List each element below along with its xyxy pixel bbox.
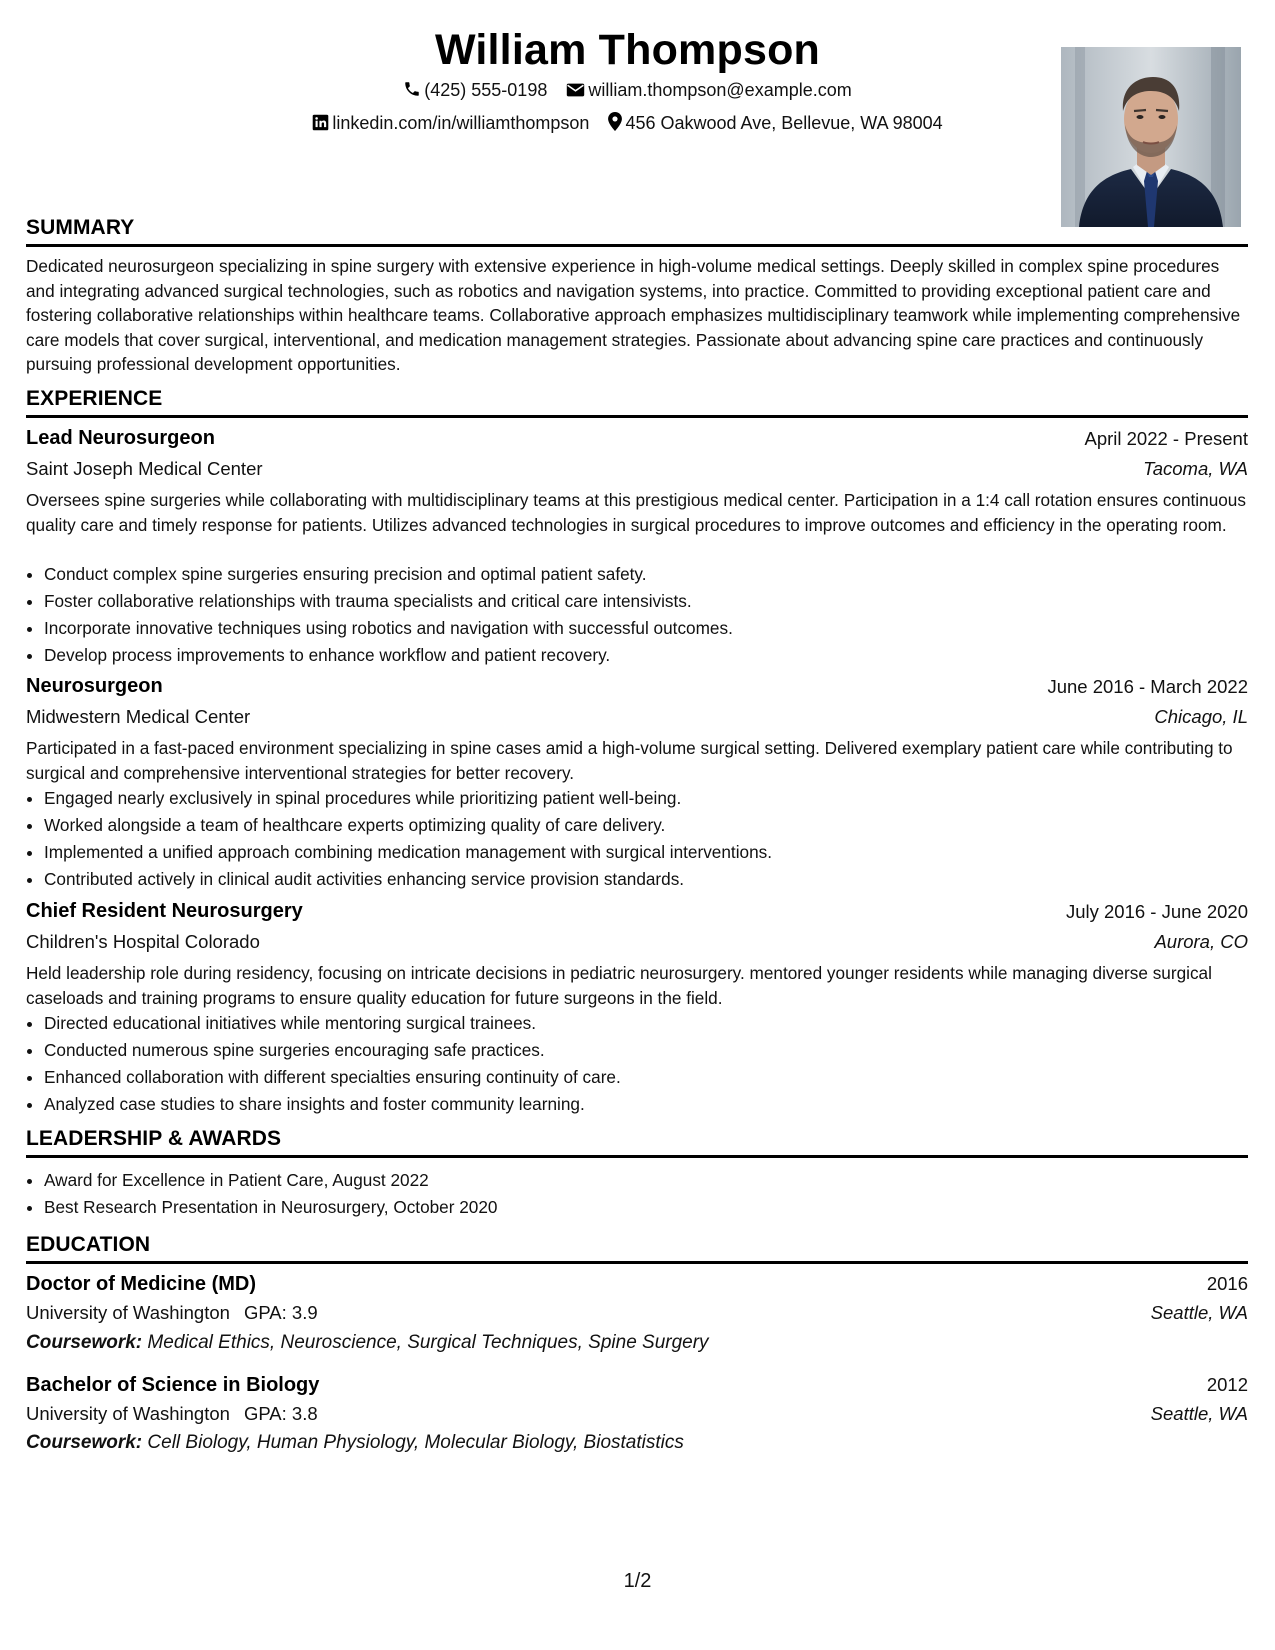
- job-location: Aurora, CO: [1154, 931, 1248, 952]
- list-item: • Enhanced collaboration with different specialties ensuring continuity of care.: [44, 1065, 1254, 1092]
- coursework: [26, 1332, 709, 1354]
- list-item: • Implemented a unified approach combining medication management with surgical interventions.: [44, 840, 1254, 867]
- degree-year: 2016: [1206, 1273, 1248, 1294]
- job-dates: April 2022 - Present: [1084, 428, 1248, 449]
- coursework-label: Coursework:: [26, 1332, 143, 1353]
- job-organization: Midwestern Medical Center: [26, 706, 251, 727]
- linkedin-text[interactable]: linkedin.com/in/williamthompson: [332, 113, 590, 133]
- job-description: Held leadership role during residency, focusing on intricate decisions in pediatric neurosurgery. mentored younger residents while managing diverse surgical caseloads and training programs to ensure quality education for future surgeons in the field.: [26, 963, 1212, 1008]
- contact-address: [608, 112, 942, 134]
- phone-icon: [403, 80, 421, 98]
- list-item: • Develop process improvements to enhance workflow and patient recovery.: [44, 643, 1254, 670]
- job-title: Chief Resident Neurosurgery: [26, 900, 303, 922]
- email-text[interactable]: william.thompson@example.com: [588, 80, 852, 100]
- job-description: Participated in a fast-paced environment specializing in spine cases amid a high-volume surgical setting. Delivered exemplary patient care while contributing to surgical and comprehensive interventional strategies for better recovery.: [26, 738, 1233, 783]
- school-line: [26, 1302, 318, 1324]
- phone-text: (425) 555-0198: [424, 80, 548, 100]
- list-item: • Award for Excellence in Patient Care, August 2022: [44, 1168, 1254, 1195]
- linkedin-icon: [312, 114, 329, 131]
- section-title-awards: LEADERSHIP & AWARDS: [26, 1127, 1248, 1158]
- degree-year: 2012: [1206, 1374, 1248, 1395]
- school-location: Seattle, WA: [1150, 1302, 1248, 1323]
- list-item: • Best Research Presentation in Neurosurgery, October 2020: [44, 1195, 1254, 1222]
- contact-email[interactable]: [566, 80, 851, 101]
- job-title: Neurosurgeon: [26, 675, 163, 697]
- list-item: • Worked alongside a team of healthcare experts optimizing quality of care delivery.: [44, 813, 1254, 840]
- school-name: University of Washington: [26, 1403, 230, 1424]
- page-number: 1/2: [623, 1570, 652, 1592]
- degree-title: Doctor of Medicine (MD): [26, 1273, 256, 1295]
- profile-photo: [1061, 47, 1241, 227]
- list-item: • Incorporate innovative techniques using robotics and navigation with successful outcomes.: [44, 616, 1254, 643]
- list-item: • Conduct complex spine surgeries ensuring precision and optimal patient safety.: [44, 562, 1254, 589]
- job-location: Chicago, IL: [1154, 706, 1248, 727]
- gpa: GPA: 3.9: [243, 1302, 318, 1323]
- school-line: [26, 1403, 318, 1425]
- list-item: • Foster collaborative relationships with trauma specialists and critical care intensivists.: [44, 589, 1254, 616]
- job-title: Lead Neurosurgeon: [26, 427, 215, 449]
- job-dates: July 2016 - June 2020: [1065, 901, 1248, 922]
- coursework-list: Cell Biology, Human Physiology, Molecular Biology, Biostatistics: [147, 1432, 684, 1453]
- coursework-label: Coursework:: [26, 1432, 143, 1453]
- contact-phone: [403, 80, 547, 101]
- degree-title: Bachelor of Science in Biology: [26, 1374, 320, 1396]
- section-title-experience: EXPERIENCE: [26, 387, 1248, 418]
- list-item: • Conducted numerous spine surgeries encouraging safe practices.: [44, 1038, 1254, 1065]
- job-organization: Children's Hospital Colorado: [26, 931, 260, 952]
- job-bullets: [26, 1011, 1254, 1119]
- job-description: Oversees spine surgeries while collaborating with multidisciplinary teams at this prestigious medical center. Participation in a 1:4 call rotation ensures continuous quality care and timely response for patients. Utilizes advanced technologies in surgical procedures to improve outcomes and efficiency in the operating room.: [26, 490, 1246, 535]
- list-item: • Directed educational initiatives while mentoring surgical trainees.: [44, 1011, 1254, 1038]
- job-bullets: [26, 786, 1254, 894]
- candidate-name: William Thompson: [434, 26, 821, 74]
- job-bullets: [26, 562, 1254, 670]
- job-location: Tacoma, WA: [1143, 458, 1248, 479]
- job-organization: Saint Joseph Medical Center: [26, 458, 263, 479]
- job-dates: June 2016 - March 2022: [1047, 676, 1248, 697]
- map-pin-icon: [608, 112, 622, 131]
- list-item: • Contributed actively in clinical audit activities enhancing service provision standards.: [44, 867, 1254, 894]
- summary-text: Dedicated neurosurgeon specializing in spine surgery with extensive experience in high-volume medical settings. Deeply skilled in complex spine procedures and integrating advanced surgical technologies, such as robotics and navigation systems, into practice. Committed to providing exceptional patient care and fostering collaborative relationships within healthcare teams. Collaborative approach emphasizes multidisciplinary teamwork while implementing comprehensive care models that cover surgical, interventional, and medication management strategies. Passionate about advancing spine care practices and continuously pursuing professional development opportunities.: [26, 256, 1241, 375]
- coursework-list: Medical Ethics, Neuroscience, Surgical Techniques, Spine Surgery: [147, 1332, 709, 1353]
- contact-linkedin[interactable]: [312, 113, 589, 134]
- list-item: • Analyzed case studies to share insights and foster community learning.: [44, 1092, 1254, 1119]
- school-name: University of Washington: [26, 1302, 230, 1323]
- section-title-education: EDUCATION: [26, 1233, 1248, 1264]
- address-text: 456 Oakwood Ave, Bellevue, WA 98004: [625, 113, 943, 133]
- list-item: • Engaged nearly exclusively in spinal procedures while prioritizing patient well-being.: [44, 786, 1254, 813]
- section-title-summary: SUMMARY: [26, 216, 1248, 247]
- gpa: GPA: 3.8: [243, 1403, 318, 1424]
- envelope-icon: [566, 82, 585, 98]
- coursework: [26, 1432, 684, 1454]
- awards-list: [26, 1168, 1254, 1222]
- school-location: Seattle, WA: [1150, 1403, 1248, 1424]
